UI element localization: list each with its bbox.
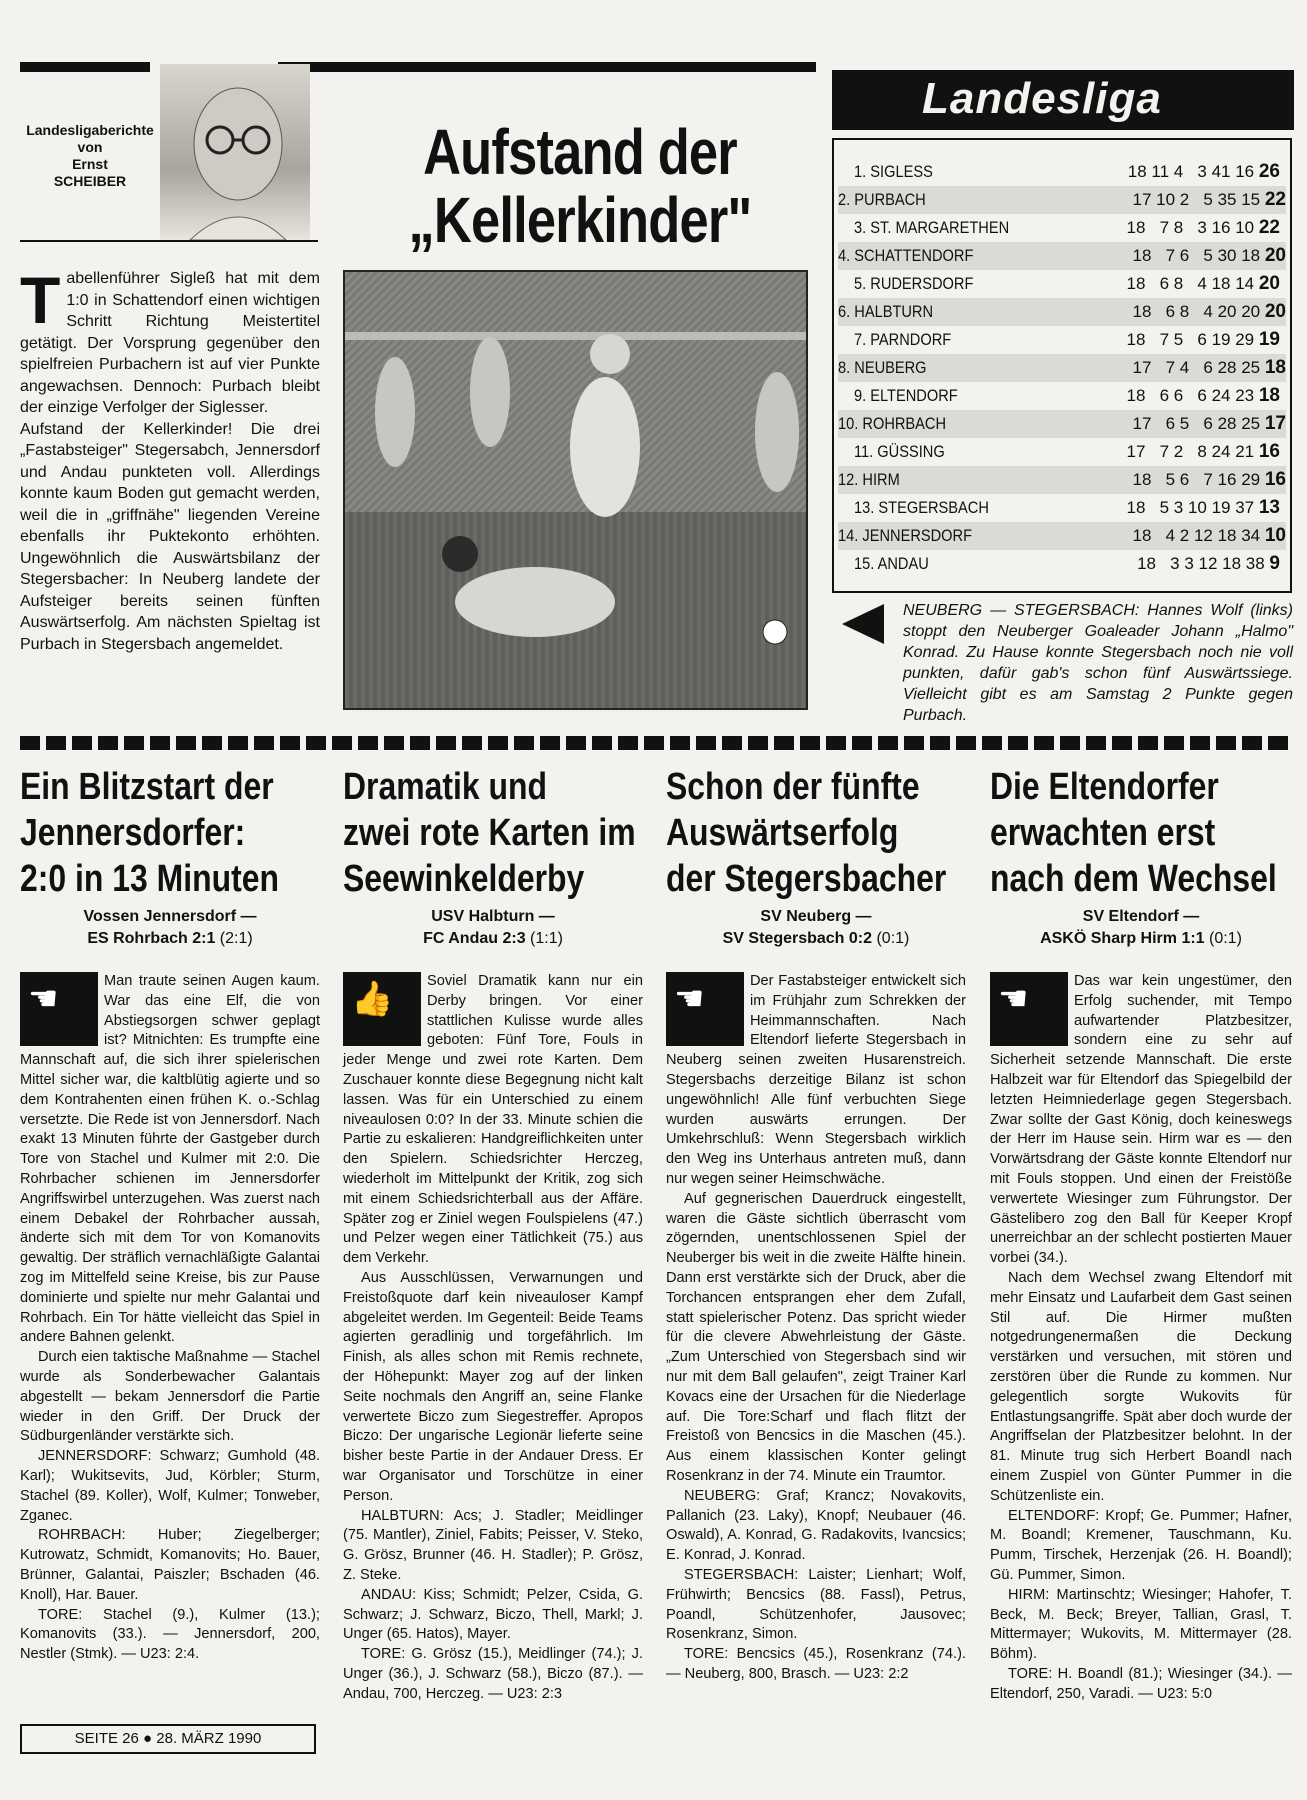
league-table xyxy=(832,138,1292,593)
team-name: 5. RUDERSDORF xyxy=(854,274,974,293)
lineup: ELTENDORF: Kropf; Ge. Pummer; Hafner, M. Boandl; Kremener, Tauschmann, Ku. Pumm, Tirschek, Herzenjak (26. H. Boandl); Gü. Pummer, Simon. xyxy=(990,1507,1292,1583)
team-points: 9 xyxy=(1269,553,1280,574)
table-row xyxy=(854,214,1280,242)
league-banner xyxy=(832,70,1294,130)
top-rule-center xyxy=(278,62,816,72)
pointing-hand-icon: ☚ xyxy=(666,972,744,1046)
match-result: SV Neuberg — SV Stegersbach 0:2 (0:1) xyxy=(722,908,910,947)
top-rule-left xyxy=(20,62,150,72)
table-row xyxy=(854,494,1280,522)
team-stats: 18 3 3 12 18 38 9 xyxy=(1137,553,1280,574)
article-body: 👍 Soviel Dramatik kann nur ein Derby bringen. Vor einer stattlichen Kulisse wurde alles geboten: Fünf Tore, Fouls in jeder Menge und zwei rote Karten. Dem Zuschauer konnte diese Begegnung nicht kalt lassen. Was für ein Unterschied zu einem niveaulosen 0:0? In der 33. Minute schien die Partie zu eskalieren: Handgreiflichkeiten unter den Spielern. Schiedsrichter Herczeg, wiederholt im Mittelpunkt der Kritik, zog sich mit einem Schiedsrichterball aus der Affäre. Später zog er Ziniel wegen Foulspielens (47.) und Pelzer wegen einer Tätlichkeit (75.) aus dem Verkehr. Aus Ausschlüssen, Verwarnungen und Freistoßquote darf kein niveauloser Kampf abgeleitet werden. Im Gegenteil: Beide Teams agierten geradlinig und torgefährlich. Im Finish, als alles schon mit Remis rechnete, der Höhepunkt: Mayer zog auf der linken Seite nochmals den Angriff an, seine Flanke verwertete Biczo zum Siegestreffer. Apropos Biczo: Der ungarische Legionär lieferte seine bisher beste Partie in der Andauer Dress. Er war Organisator und Torschütze in einer Person. HALBTURN: Acs; J. Stadler; Meidlinger (75. Mantler), Ziniel, Fabits; Peisser, V. Steko, G. Grösz, Brunner (46. H. Stadler); P. Grösz, Z. Steke. ANDAU: Kiss; Schmidt; Pelzer, Csida, G. Schwarz; J. Schwarz, Biczo, Thell, Markl; J. Unger (65. Hatos), Mayer. TORE: G. Grösz (15.), Meidlinger (74.); J. Unger (36.), J. Schwarz (58.), Biczo (87.). — Andau, 700, Herczeg. — U23: 2:3 xyxy=(343,972,643,1704)
table-row xyxy=(838,522,1286,550)
team-name: 15. ANDAU xyxy=(854,554,929,573)
table-row xyxy=(838,242,1286,270)
match-result: SV Eltendorf — ASKÖ Sharp Hirm 1:1 (0:1) xyxy=(1040,908,1242,947)
team-points: 20 xyxy=(1264,245,1286,266)
table-row xyxy=(854,270,1280,298)
team-name: 14. JENNERSDORF xyxy=(838,526,973,545)
article-headline: Die Eltendorfer erwachten erst nach dem Wechsel xyxy=(990,766,1277,900)
table-row xyxy=(838,354,1286,382)
team-points: 22 xyxy=(1264,189,1286,210)
table-row xyxy=(854,438,1280,466)
lineup: STEGERSBACH: Laister; Lienhart; Wolf, Frühwirth; Bencsics (88. Fassl), Petrus, Poandl, Schützenhofer, Jausovec; Rosenkranz, Simon. xyxy=(666,1566,966,1643)
match-result: USV Halbturn — FC Andau 2:3 (1:1) xyxy=(423,908,563,947)
portrait-icon xyxy=(160,64,310,240)
team-stats: 17 6 5 6 28 25 17 xyxy=(1132,413,1286,434)
table-row xyxy=(854,382,1280,410)
team-points: 10 xyxy=(1264,525,1286,546)
byline: Landesligaberichte von Ernst SCHEIBER xyxy=(26,122,154,189)
table-row xyxy=(854,550,1280,578)
team-stats: 18 6 6 6 24 23 18 xyxy=(1126,385,1280,406)
team-stats: 17 7 4 6 28 25 18 xyxy=(1132,357,1286,378)
lineup: NEUBERG: Graf; Krancz; Novakovits, Pallanich (23. Laky), Knopf; Neubauer (46. Oswald), A. Konrad, G. Radakovits, Ivancsics; E. Konrad, J. Konrad. xyxy=(666,1487,966,1564)
lineup: HALBTURN: Acs; J. Stadler; Meidlinger (75. Mantler), Ziniel, Fabits; Peisser, V. Steko, G. Grösz, Brunner (46. H. Stadler); P. Grösz, Z. Steke. xyxy=(343,1507,643,1583)
team-points: 20 xyxy=(1264,301,1286,322)
table-row xyxy=(838,298,1286,326)
team-name: 11. GÜSSING xyxy=(854,442,945,461)
table-row xyxy=(838,186,1286,214)
match-photo xyxy=(343,270,808,710)
table-row xyxy=(854,326,1280,354)
team-name: 8. NEUBERG xyxy=(838,358,927,377)
table-row xyxy=(838,410,1286,438)
team-name: 12. HIRM xyxy=(838,470,900,489)
team-name: 6. HALBTURN xyxy=(838,302,934,321)
team-stats: 18 4 2 12 18 34 10 xyxy=(1132,525,1286,546)
article-body: ☚ Man traute seinen Augen kaum. War das eine Elf, die von Abstiegsorgen schwer geplagt ist? Mitnichten: Es trumpfte eine Mannschaft auf, die sich ihrer spielerischen Mittel sicher war, die kaltblütig agierte und so dem Kontrahenten einen frühen K. o.-Schlag versetzte. Die Rede ist von Jennersdorf. Nach exakt 13 Minuten führte der Gastgeber durch Tore von Stachel und Kulmer mit 2:0. Die Rohrbacher schienen im Jennersdorfer Angriffswirbel unterzugehen. Was zuerst nach einem Debakel der Rohrbacher aussah, änderte sich mit dem Tor von Komanovits gewaltig. Der sträflich vernachläßigte Galantai zog im Mittelfeld seine Kreise, bis zur Pause dominierte und spielte nur mehr Galantai und Rohrbach. Ein Tor hätte vielleicht das Spiel in andere Bahnen gelenkt. Durch eien taktische Maßnahme — Stachel wurde als Sonderbewacher Galantais abgestellt — bekam Jennersdorf die Partie wieder in den Griff. Der Druck der Südburgenländer verstärkte sich. JENNERSDORF: Schwarz; Gumhold (48. Karl); Wukitsevits, Jud, Körbler; Sturm, Stachel (89. Koller), Wolf, Kulmer; Tonweber, Zganec. ROHRBACH: Huber; Ziegelberger; Kutrowatz, Schmidt, Komanovits; Ho. Bauer, Brünner, Galantai, Paiszler; Bschaden (46. Knoll), Har. Bauer. TORE: Stachel (9.), Kulmer (13.); Komanovits (33.). — Jennersdorf, 200, Nestler (Stmk). — U23: 2:4. xyxy=(20,972,320,1665)
team-points: 20 xyxy=(1258,273,1280,294)
dropcap: T xyxy=(20,263,61,337)
team-name: 3. ST. MARGARETHEN xyxy=(854,218,1010,237)
article-body: ☚ Der Fastabsteiger entwickelt sich im Frühjahr zum Schrekken der Heimmannschaften. Nach Eltendorf lieferte Stegersbach in Neuberg seinen zweiten Husarenstreich. Stegersbachs derzeitige Bilanz ist schon ungewöhnlich! Alle fünf verbuchten Siege wurden auswärts errungen. Der Umkehrschluß: Wenn Stegersbach wirklich den Weg ins Unterhaus antreten muß, dann nur wegen seiner Heimschwäche. Auf gegnerischen Dauerdruck eingestellt, waren die Gäste sichtlich überrascht vom zögernden, unentschlossenen Spiel der Neuberger bis weit in die zweite Hälfte hinein. Dann erst verstärkte sich der Druck, aber die Torchancen entsprangen eher dem Zufall, statt spielerischer Potenz. Das spricht wieder für die clevere Abwehrleistung der Gäste. „Zum Unterschied von Stegersbach sind wir nur mit dem Ball gelaufen", zeigt Trainer Karl Kovacs eine der Ursachen für die Niederlage auf. Die Tore:Scharf und flach flitzt der Freistoß von Bencsics in die Maschen (45.). Aus einem klassischen Konter gelingt Rosenkranz in der 74. Minute ein Traumtor. NEUBERG: Graf; Krancz; Novakovits, Pallanich (23. Laky), Knopf; Neubauer (46. Oswald), A. Konrad, G. Radakovits, Ivancsics; E. Konrad, J. Konrad. STEGERSBACH: Laister; Lienhart; Wolf, Frühwirth; Bencsics (88. Fassl), Petrus, Poandl, Schützenhofer, Jausovec; Rosenkranz, Simon. TORE: Bencsics (45.), Rosenkranz (74.). — Neuberg, 800, Brasch. — U23: 2:2 xyxy=(666,972,966,1685)
caption-arrow-icon xyxy=(842,604,884,644)
goals: TORE: G. Grösz (15.), Meidlinger (74.); J. Unger (36.), J. Schwarz (58.), Biczo (87.). — Andau, 700, Herczeg. — U23: 2:3 xyxy=(343,1646,643,1702)
lineup: JENNERSDORF: Schwarz; Gumhold (48. Karl); Wukitsevits, Jud, Körbler; Sturm, Stachel (89. Koller), Wolf, Kulmer; Tonweber, Zganec. xyxy=(20,1448,320,1524)
team-stats: 18 5 3 10 19 37 13 xyxy=(1126,497,1280,518)
team-points: 22 xyxy=(1258,217,1280,238)
article-headline: Schon der fünfte Auswärtserfolg der Stegersbacher xyxy=(666,766,947,900)
photo-caption: NEUBERG — STEGERSBACH: Hannes Wolf (links) stoppt den Neuberger Goaleader Johann „Halmo" Konrad. Zu Hause konnte Stegersbach noch nie voll punkten, dafür gab's schon fünf Auswärtssiege. Vielleicht gibt es am Samstag 2 Punkte gegen Purbach. xyxy=(903,602,1293,724)
team-stats: 17 7 2 8 24 21 16 xyxy=(1126,441,1280,462)
pointing-hand-icon: ☚ xyxy=(20,972,98,1046)
goals: TORE: H. Boandl (81.); Wiesinger (34.). — Eltendorf, 250, Varadi. — U23: 5:0 xyxy=(990,1665,1292,1702)
team-stats: 18 7 6 5 30 18 20 xyxy=(1132,245,1286,266)
lineup: ROHRBACH: Huber; Ziegelberger; Kutrowatz, Schmidt, Komanovits; Ho. Bauer, Brünner, Galantai, Paiszler; Bschaden (46. Knoll), Har. Bauer. xyxy=(20,1527,320,1603)
team-points: 16 xyxy=(1258,441,1280,462)
pointing-hand-icon: ☚ xyxy=(990,972,1068,1046)
lineup: ANDAU: Kiss; Schmidt; Pelzer, Csida, G. Schwarz; J. Schwarz, Biczo, Thell, Markl; J. Unger (65. Hatos), Mayer. xyxy=(343,1586,643,1643)
team-stats: 18 5 6 7 16 29 16 xyxy=(1132,469,1286,490)
match-result: Vossen Jennersdorf — ES Rohrbach 2:1 (2:1) xyxy=(83,908,257,947)
section-divider xyxy=(20,736,1292,750)
team-stats: 18 7 8 3 16 10 22 xyxy=(1126,217,1280,238)
byline-rule xyxy=(20,240,318,242)
team-name: 13. STEGERSBACH xyxy=(854,498,989,517)
team-name: 9. ELTENDORF xyxy=(854,386,958,405)
team-stats: 18 6 8 4 18 14 20 xyxy=(1126,273,1280,294)
team-name: 1. SIGLESS xyxy=(854,162,933,181)
team-points: 13 xyxy=(1258,497,1280,518)
team-name: 4. SCHATTENDORF xyxy=(838,246,974,265)
team-name: 10. ROHRBACH xyxy=(838,414,947,433)
pointing-hand-icon: 👍 xyxy=(343,972,421,1046)
article-headline: Ein Blitzstart der Jennersdorfer: 2:0 in 13 Minuten xyxy=(20,766,279,900)
main-headline: Aufstand der „Kellerkinder" xyxy=(408,116,752,256)
lineup: HIRM: Martinschtz; Wiesinger; Hahofer, T. Beck, M. Beck; Breyer, Tallian, Grasl, T. Mittermayer; Wukovits, M. Mittermayer (28. Böhm). xyxy=(990,1586,1292,1663)
table-row xyxy=(854,158,1280,186)
article-body: ☚ Das war kein ungestümer, den Erfolg suchender, mit Tempo aufwartender Platzbesitzer, sondern eine zu sehr auf Sicherheit setzende Mannschaft. Die erste Halbzeit war für Eltendorf das Spiegelbild der letzten Heimniederlage gegen Stegersbach. Zwar sollte der Gast König, doch keineswegs der Herr im Hause sein. Hirm war es — den Vorwärtsdrang der Gäste konnte Eltendorf nur mit Fouls stoppen. Und einen der Freistöße verwertete Wiesinger zum Führungstor. Der Gästelibero zog den Ball für Keeper Kropf unerreichbar an der schlecht postierten Mauer vorbei (34.). Nach dem Wechsel zwang Eltendorf mit mehr Einsatz und Laufarbeit dem Gast seinen Stil auf. Die Hirmer mußten notgedrungenermaßen die Deckung verstärken und versuchen, mit stören und zerstören über die Runde zu kommen. Nur gelegentlich sorgte Wukovits für Entlastungsangriffe. Spät aber doch wurde der Angriffselan der Platzbesitzer belohnt. In der 81. Minute trug sich Herbert Boandl nach einem Zuspiel von Günter Pummer in die Schützenliste ein. ELTENDORF: Kropf; Ge. Pummer; Hafner, M. Boandl; Kremener, Tauschmann, Ku. Pumm, Tirschek, Herzenjak (26. H. Boandl); Gü. Pummer, Simon. HIRM: Martinschtz; Wiesinger; Hahofer, T. Beck, M. Beck; Breyer, Tallian, Grasl, T. Mittermayer; Wukovits, M. Mittermayer (28. Böhm). TORE: H. Boandl (81.); Wiesinger (34.). — Eltendorf, 250, Varadi. — U23: 5:0 xyxy=(990,972,1292,1704)
team-stats: 18 6 8 4 20 20 20 xyxy=(1132,301,1286,322)
team-points: 19 xyxy=(1258,329,1280,350)
article-headline: Dramatik und zwei rote Karten im Seewinkelderby xyxy=(343,766,636,900)
team-name: 7. PARNDORF xyxy=(854,330,952,349)
players-icon xyxy=(345,272,806,708)
team-points: 18 xyxy=(1258,385,1280,406)
team-stats: 17 10 2 5 35 15 22 xyxy=(1132,189,1286,210)
team-points: 18 xyxy=(1264,357,1286,378)
team-points: 17 xyxy=(1264,413,1286,434)
author-portrait xyxy=(160,64,310,240)
team-points: 26 xyxy=(1258,161,1280,182)
team-stats: 18 11 4 3 41 16 26 xyxy=(1127,161,1280,182)
table-row xyxy=(838,466,1286,494)
team-stats: 18 7 5 6 19 29 19 xyxy=(1126,329,1280,350)
team-points: 16 xyxy=(1264,469,1286,490)
goals: TORE: Stachel (9.), Kulmer (13.); Komanovits (33.). — Jennersdorf, 200, Nestler (Stmk). — U23: 2:4. xyxy=(20,1606,320,1663)
intro-text: Tabellenführer Sigleß hat mit dem 1:0 in Schattendorf einen wichtigen Schritt Richtung Meistertitel getätigt. Der Vorsprung gegenüber den spielfreien Purbachern ist auf vier Punkte angewachsen. Dennoch: Purbach bleibt der einzige Verfolger der Siglesser. Aufstand der Kellerkinder! Die drei „Fastabsteiger" Stegersabch, Jennersdorf und Andau punkteten voll. Allerdings konnte kaum Boden gut gemacht werden, weil die in „griffnähe" liegenden Vereine ebenfalls ihr Puktekonto erhöhten. Ungewöhnlich die Auswärtsbilanz der Stegersbacher: In Neuberg landete der Aufsteiger bereits seinen fünften Auswärtserfolg. Am nächsten Spieltag ist Purbach in Stegersbach angemeldet. xyxy=(20,263,320,653)
team-name: 2. PURBACH xyxy=(838,190,926,209)
goals: TORE: Bencsics (45.), Rosenkranz (74.). — Neuberg, 800, Brasch. — U23: 2:2 xyxy=(666,1646,966,1682)
page-footer: SEITE 26 ● 28. MÄRZ 1990 xyxy=(20,1724,316,1754)
league-title: Landesliga xyxy=(922,74,1162,123)
